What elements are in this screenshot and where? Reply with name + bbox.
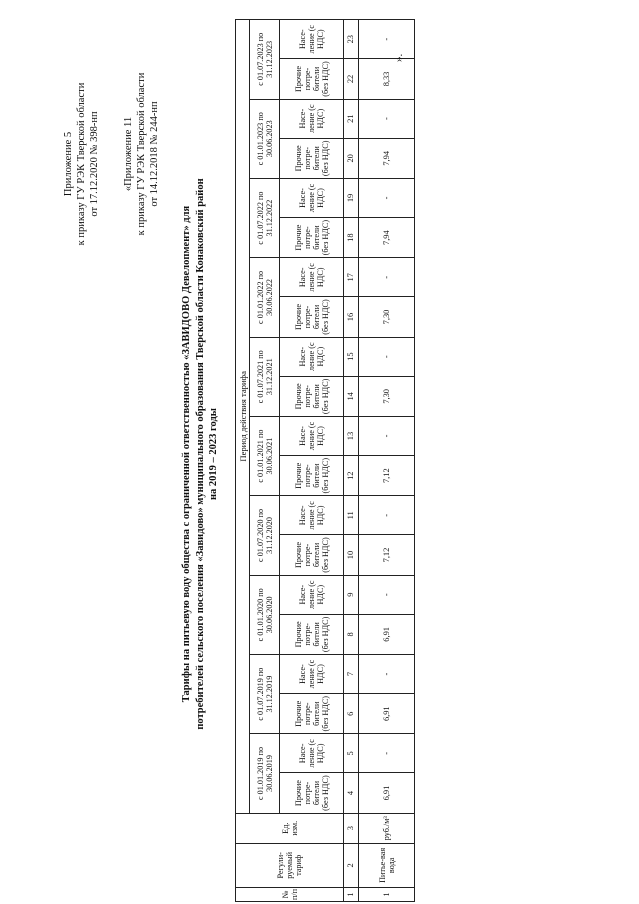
period-header: с 01.01.2019 по 30.06.2019 [250,734,280,813]
row-tariff-name: Питье-вая вода [359,843,415,887]
column-number: 2 [344,843,359,887]
tariff-value-cell: 7,12 [359,535,415,575]
header-cell-period: Период действия тарифа [236,20,250,814]
column-number: 10 [344,535,359,575]
tariff-value-cell: - [359,258,415,297]
period-header: с 01.01.2023 по 30.06.2023 [250,99,280,178]
column-number: 1 [344,887,359,901]
tariff-value-cell: - [359,99,415,138]
subheader-population: Насе-ление (с НДС) [280,99,344,138]
tariff-value-cell: - [359,734,415,773]
subheader-population: Насе-ление (с НДС) [280,654,344,693]
period-header: с 01.01.2021 по 30.06.2021 [250,416,280,495]
title-line3: на 2019 – 2023 годы [208,408,219,501]
tariff-value-cell: 8,33 [359,59,415,99]
appendix-11-header [122,24,161,284]
period-header: с 01.01.2022 по 30.06.2022 [250,258,280,337]
period-header: с 01.07.2022 по 31.12.2022 [250,178,280,257]
tariff-value-cell: 7,30 [359,376,415,416]
appendix-11-line2: к приказу ГУ РЭК Тверской области [136,72,147,236]
period-header: с 01.07.2019 по 31.12.2019 [250,654,280,733]
column-number: 21 [344,99,359,138]
column-number: 15 [344,337,359,376]
column-number: 23 [344,20,359,59]
row-unit: руб./м³ [359,813,415,843]
period-header: с 01.01.2020 по 30.06.2020 [250,575,280,654]
title-line1: Тарифы на питьевую воду общества с ограниченной ответственностью «ЗАВИДОВО Девелопмент» для [181,205,192,703]
subheader-population: Насе-ление (с НДС) [280,258,344,297]
row-number: 1 [359,887,415,901]
tariff-table [235,19,415,902]
subheader-population: Насе-ление (с НДС) [280,575,344,614]
appendix-5-header [62,14,101,314]
appendix-5-line3: от 17.12.2020 № 398-нп [89,111,100,217]
tariff-value-cell: 7,12 [359,456,415,496]
tariff-value-cell: - [359,416,415,455]
subheader-row [280,20,344,902]
column-number: 11 [344,496,359,535]
subheader-other-consumers: Прочие потре-бители (без НДС) [280,59,344,99]
column-number: 7 [344,654,359,693]
appendix-5-line2: к приказу ГУ РЭК Тверской области [76,82,87,246]
tariff-value-cell: 7,94 [359,218,415,258]
column-number: 22 [344,59,359,99]
document-title [180,64,221,844]
column-number: 6 [344,694,359,734]
header-cell-unit: Ед. изм. [236,813,344,843]
table-row [359,20,415,902]
subheader-other-consumers: Прочие потре-бители (без НДС) [280,297,344,337]
column-number: 5 [344,734,359,773]
subheader-other-consumers: Прочие потре-бители (без НДС) [280,456,344,496]
title-line2: потребителей сельского поселения «Завидово» муниципального образования Тверской области Конаковский район [194,178,206,730]
subheader-population: Насе-ление (с НДС) [280,20,344,59]
period-header: с 01.07.2023 по 31.12.2023 [250,20,280,100]
column-number: 4 [344,773,359,813]
tariff-value-cell: 6,91 [359,694,415,734]
subheader-population: Насе-ление (с НДС) [280,337,344,376]
column-number: 17 [344,258,359,297]
period-header: с 01.07.2020 по 31.12.2020 [250,496,280,575]
appendix-11-line3: от 14.12.2018 № 244-нп [149,101,160,207]
column-number: 20 [344,138,359,178]
column-number: 14 [344,376,359,416]
subheader-population: Насе-ление (с НДС) [280,496,344,535]
tariff-value-cell: - [359,337,415,376]
subheader-other-consumers: Прочие потре-бители (без НДС) [280,535,344,575]
subheader-other-consumers: Прочие потре-бители (без НДС) [280,694,344,734]
tariff-value-cell: - [359,496,415,535]
tariff-value-cell: - [359,654,415,693]
column-number: 12 [344,456,359,496]
column-number-row [344,20,359,902]
appendix-5-line1: Приложение 5 [63,131,74,197]
appendix-11-line1: «Приложение 11 [123,116,134,192]
tariff-value-cell: 7,30 [359,297,415,337]
column-number: 16 [344,297,359,337]
subheader-population: Насе-ление (с НДС) [280,734,344,773]
tariff-value-cell: - [359,20,415,59]
subheader-other-consumers: Прочие потре-бители (без НДС) [280,138,344,178]
header-cell-number: № п/п [236,887,344,901]
header-cell-tariff: Регули-руемый тариф [236,843,344,887]
closing-quote: ». [393,53,405,62]
column-number: 13 [344,416,359,455]
tariff-value-cell: 6,91 [359,614,415,654]
subheader-other-consumers: Прочие потре-бители (без НДС) [280,773,344,813]
column-number: 3 [344,813,359,843]
column-number: 19 [344,178,359,217]
tariff-value-cell: - [359,575,415,614]
tariff-value-cell: - [359,178,415,217]
column-number: 9 [344,575,359,614]
subheader-population: Насе-ление (с НДС) [280,416,344,455]
column-number: 8 [344,614,359,654]
subheader-population: Насе-ление (с НДС) [280,178,344,217]
subheader-other-consumers: Прочие потре-бители (без НДС) [280,376,344,416]
subheader-other-consumers: Прочие потре-бители (без НДС) [280,614,344,654]
period-header: с 01.07.2021 по 31.12.2021 [250,337,280,416]
tariff-value-cell: 6,91 [359,773,415,813]
column-number: 18 [344,218,359,258]
subheader-other-consumers: Прочие потре-бители (без НДС) [280,218,344,258]
tariff-value-cell: 7,94 [359,138,415,178]
